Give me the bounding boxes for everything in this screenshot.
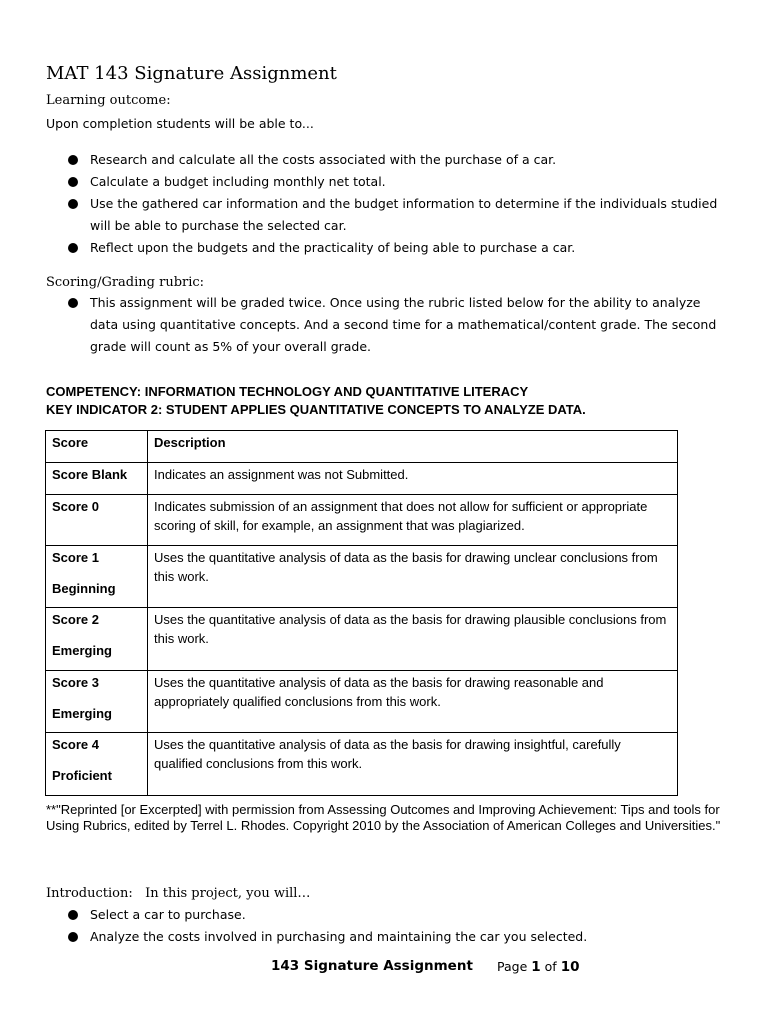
table-row <box>46 546 678 608</box>
outcome-text: Reflect upon the budgets and the practicality of being able to purchase a car. <box>90 240 576 255</box>
bullet-icon <box>68 155 78 165</box>
intro-text: Select a car to purchase. <box>90 907 246 922</box>
description-cell: Indicates submission of an assignment that does not allow for sufficient or appropriate scoring of skill, for example, an assignment that was plagiarized. <box>148 495 678 546</box>
table-row <box>46 463 678 495</box>
intro-text: Analyze the costs involved in purchasing and maintaining the car you selected. <box>90 929 588 944</box>
outcome-text: Use the gathered car information and the budget information to determine if the individuals studied will be able to purchase the selected car. <box>90 196 718 233</box>
footer-page-number <box>497 959 579 975</box>
column-header-description: Description <box>148 431 678 463</box>
reprint-note: **"Reprinted [or Excerpted] with permission from Assessing Outcomes and Improving Achievement: Tips and tools for Using Rubrics, edited by Terrel L. Rhodes. Copyright 2010 by the Association of American Colleges and Universities." <box>46 802 721 833</box>
score-level: Proficient <box>52 768 112 783</box>
outcome-text: Calculate a budget including monthly net total. <box>90 174 386 189</box>
score-cell <box>46 495 148 546</box>
score-level: Emerging <box>52 643 112 658</box>
rubric-heading: Scoring/Grading rubric: <box>46 275 205 290</box>
document-title: MAT 143 Signature Assignment <box>46 63 337 84</box>
competency-heading: COMPETENCY: INFORMATION TECHNOLOGY AND QUANTITATIVE LITERACY <box>46 384 529 399</box>
list-item <box>45 149 725 171</box>
page-current: 1 <box>531 959 541 975</box>
score-label: Score 2 <box>52 612 99 627</box>
list-item <box>45 904 725 926</box>
table-row <box>46 671 678 733</box>
description-cell: Uses the quantitative analysis of data as the basis for drawing insightful, carefully qualified conclusions from this work. <box>148 733 678 796</box>
score-label: Score Blank <box>52 467 128 482</box>
score-label: Score 0 <box>52 499 99 514</box>
learning-outcome-heading: Learning outcome: <box>46 93 171 108</box>
table-row <box>46 733 678 796</box>
description-cell: Uses the quantitative analysis of data as the basis for drawing plausible conclusions from this work. <box>148 608 678 671</box>
score-level: Beginning <box>52 581 116 596</box>
score-cell <box>46 463 148 495</box>
list-item <box>45 237 725 259</box>
column-header-score: Score <box>46 431 148 463</box>
introduction-list <box>45 904 725 948</box>
key-indicator-heading: KEY INDICATOR 2: STUDENT APPLIES QUANTITATIVE CONCEPTS TO ANALYZE DATA. <box>46 402 586 417</box>
bullet-icon <box>68 910 78 920</box>
score-cell <box>46 733 148 796</box>
learning-outcome-intro: Upon completion students will be able to... <box>46 116 314 131</box>
description-cell: Indicates an assignment was not Submitted. <box>148 463 678 495</box>
page-total: 10 <box>560 959 580 975</box>
outcome-text: Research and calculate all the costs associated with the purchase of a car. <box>90 152 557 167</box>
table-header-row <box>46 431 678 463</box>
rubric-text: This assignment will be graded twice. Once using the rubric listed below for the ability to analyze data using quantitative concepts. And a second time for a mathematical/content grade. The second grade will count as 5% of your overall grade. <box>90 295 717 354</box>
score-cell <box>46 608 148 671</box>
bullet-icon <box>68 243 78 253</box>
list-item <box>45 292 725 358</box>
bullet-icon <box>68 298 78 308</box>
introduction-heading: Introduction: In this project, you will… <box>46 886 311 901</box>
score-cell <box>46 671 148 733</box>
bullet-icon <box>68 177 78 187</box>
score-label: Score 1 <box>52 550 99 565</box>
footer-title: 143 Signature Assignment <box>271 958 473 974</box>
score-label: Score 3 <box>52 675 99 690</box>
score-cell <box>46 546 148 608</box>
rubric-table <box>45 430 678 796</box>
bullet-icon <box>68 932 78 942</box>
description-cell: Uses the quantitative analysis of data as the basis for drawing unclear conclusions from this work. <box>148 546 678 608</box>
rubric-list <box>45 292 725 358</box>
page-word: Page <box>497 959 528 974</box>
table-row <box>46 608 678 671</box>
outcomes-list <box>45 149 725 259</box>
description-cell: Uses the quantitative analysis of data as the basis for drawing reasonable and appropriately qualified conclusions from this work. <box>148 671 678 733</box>
page-of: of <box>544 959 557 974</box>
bullet-icon <box>68 199 78 209</box>
table-row <box>46 495 678 546</box>
score-label: Score 4 <box>52 737 99 752</box>
list-item <box>45 926 725 948</box>
score-level: Emerging <box>52 706 112 721</box>
list-item <box>45 193 725 237</box>
list-item <box>45 171 725 193</box>
